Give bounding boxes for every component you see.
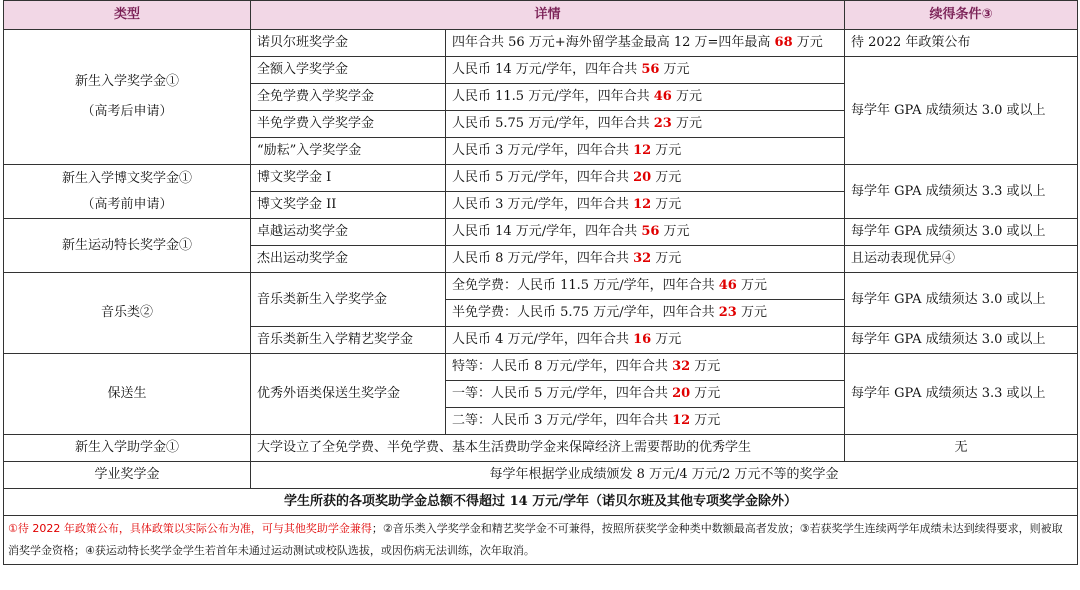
recommend-condition: 每学年 GPA 成绩须达 3.3 或以上 [845, 354, 1078, 435]
group-freshman-subtitle: （高考后申请） [81, 104, 173, 119]
item-name: 全免学费入学奖学金 [251, 84, 446, 111]
footnotes-row [4, 516, 1078, 565]
item-name: 杰出运动奖学金 [251, 246, 446, 273]
item-name: 诺贝尔班奖学金 [251, 30, 446, 57]
item-detail: 人民币 14 万元/学年，四年合共 56 万元 [446, 219, 845, 246]
sports-condition-1: 每学年 GPA 成绩须达 3.0 或以上 [845, 219, 1078, 246]
item-detail: 四年合共 56 万元+海外留学基金最高 12 万=四年最高 68 万元 [446, 30, 845, 57]
item-name: “励耘”入学奖学金 [251, 138, 446, 165]
footnote-rest: ；②音乐类入学奖学金和精艺奖学金不可兼得，按照所获奖学金种类中数额最高者发放；③若获奖学生连续两学年成绩未达到续得要求，则被取消奖学金资格；④获运动特长奖学金学生若首年未通过运动测试或校队选拔，或因伤病无法训练，次年取消。 [8, 522, 1063, 557]
music-condition-2: 每学年 GPA 成绩须达 3.0 或以上 [845, 327, 1078, 354]
aid-detail: 大学设立了全免学费、半免学费、基本生活费助学金来保障经济上需要帮助的优秀学生 [251, 435, 845, 462]
group-music: 音乐类② [4, 273, 251, 354]
item-name: 全额入学奖学金 [251, 57, 446, 84]
item-detail: 人民币 5 万元/学年，四年合共 20 万元 [446, 165, 845, 192]
group-freshman-title: 新生入学奖学金① [74, 74, 179, 89]
group-aid: 新生入学助学金① [4, 435, 251, 462]
music-condition-1: 每学年 GPA 成绩须达 3.0 或以上 [845, 273, 1078, 327]
group-academic: 学业奖学金 [4, 462, 251, 489]
group-recommend: 保送生 [4, 354, 251, 435]
table-row [4, 435, 1078, 462]
item-name: 卓越运动奖学金 [251, 219, 446, 246]
aid-condition: 无 [845, 435, 1078, 462]
item-detail: 人民币 4 万元/学年，四年合共 16 万元 [446, 327, 845, 354]
table-row [4, 489, 1078, 516]
item-name: 博文奖学金 II [251, 192, 446, 219]
table-row [4, 30, 1078, 57]
table-row [4, 219, 1078, 246]
item-name: 优秀外语类保送生奖学金 [251, 354, 446, 435]
table-row [4, 273, 1078, 300]
header-detail: 详情 [251, 1, 845, 30]
footnote-red: ①待 2022 年政策公布，具体政策以实际公布为准，可与其他奖助学金兼得 [8, 522, 372, 535]
bowen-condition: 每学年 GPA 成绩须达 3.3 或以上 [845, 165, 1078, 219]
group-bowen-title: 新生入学博文奖学金① [61, 170, 192, 186]
item-detail: 全免学费：人民币 11.5 万元/学年，四年合共 46 万元 [446, 273, 845, 300]
footnotes [4, 516, 1078, 565]
academic-detail: 每学年根据学业成绩颁发 8 万元/4 万元/2 万元不等的奖学金 [251, 462, 1078, 489]
group-sports: 新生运动特长奖学金① [4, 219, 251, 273]
table-row [4, 165, 1078, 192]
item-detail: 半免学费：人民币 5.75 万元/学年，四年合共 23 万元 [446, 300, 845, 327]
item-detail: 人民币 8 万元/学年，四年合共 32 万元 [446, 246, 845, 273]
item-detail: 人民币 5.75 万元/学年，四年合共 23 万元 [446, 111, 845, 138]
header-type: 类型 [4, 1, 251, 30]
item-name: 音乐类新生入学精艺奖学金 [251, 327, 446, 354]
item-detail: 人民币 14 万元/学年，四年合共 56 万元 [446, 57, 845, 84]
group-bowen [4, 165, 251, 219]
item-condition: 待 2022 年政策公布 [845, 30, 1078, 57]
total-limit: 学生所获的各项奖助学金总额不得超过 14 万元/学年（诺贝尔班及其他专项奖学金除外） [4, 489, 1078, 516]
item-name: 博文奖学金 I [251, 165, 446, 192]
group-freshman [4, 30, 251, 165]
item-detail: 人民币 11.5 万元/学年，四年合共 46 万元 [446, 84, 845, 111]
table-header [4, 1, 1078, 30]
group-bowen-subtitle: （高考前申请） [81, 196, 173, 212]
scholarship-table-wrap [3, 0, 1077, 588]
item-detail: 二等：人民币 3 万元/学年，四年合共 12 万元 [446, 408, 845, 435]
item-detail: 人民币 3 万元/学年，四年合共 12 万元 [446, 138, 845, 165]
item-name: 半免学费入学奖学金 [251, 111, 446, 138]
table-row [4, 354, 1078, 381]
sports-condition-2: 且运动表现优异④ [845, 246, 1078, 273]
item-name: 音乐类新生入学奖学金 [251, 273, 446, 327]
item-detail: 人民币 3 万元/学年，四年合共 12 万元 [446, 192, 845, 219]
item-detail: 特等：人民币 8 万元/学年，四年合共 32 万元 [446, 354, 845, 381]
shared-condition: 每学年 GPA 成绩须达 3.0 或以上 [845, 57, 1078, 165]
item-detail: 一等：人民币 5 万元/学年，四年合共 20 万元 [446, 381, 845, 408]
table-row [4, 462, 1078, 489]
scholarship-table [3, 0, 1078, 565]
header-condition: 续得条件③ [845, 1, 1078, 30]
